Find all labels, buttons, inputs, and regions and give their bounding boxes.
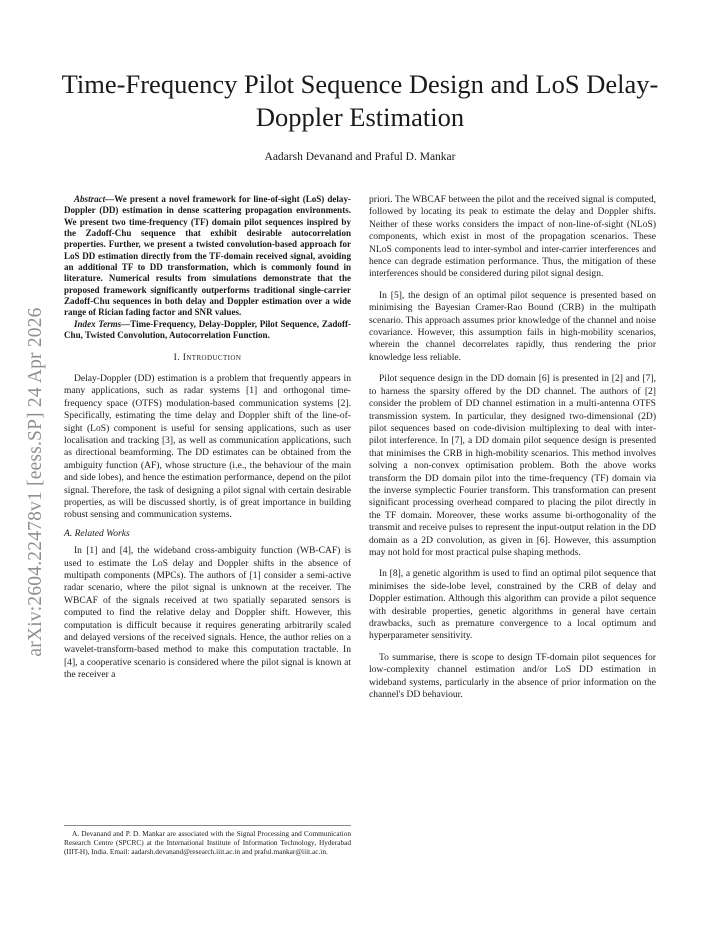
- right-paragraph-4: In [8], a genetic algorithm is used to find an optimal pilot sequence that minimises the side-lobe level, constrained by the CRB of delay and Doppler estimation. Although this algorithm can provide a pilot sequence with desirable properties, genetic algorithms in general have certain drawbacks, such as premature convergence to a local optimum and hyperparameter sensitivity.: [369, 568, 656, 642]
- section-heading-introduction: I. Introduction: [173, 353, 242, 364]
- arxiv-identifier-stamp: arXiv:2604.22478v1 [eess.SP] 24 Apr 2026: [25, 307, 46, 657]
- index-terms-text: Time-Frequency, Delay-Doppler, Pilot Sequence, Zadoff-Chu, Twisted Convolution, Autocorrelation Function.: [64, 318, 351, 341]
- paper-title: Time-Frequency Pilot Sequence Design and LoS Delay-Doppler Estimation: [61, 69, 659, 132]
- related-works-paragraph: In [1] and [4], the wideband cross-ambiguity function (WB-CAF) is used to estimate the LoS delay and Doppler shifts in the absence of multipath components (MPCs). The authors of [1] consider a semi-active radar scenario, where the pilot signal is unknown at the receiver. The WBCAF of the signals received at two spatially separated sensors is computed to find the relative delay and Doppler shift. However, this computation is difficult because it requires generating arbitrarily scaled and delayed versions of the received signals. Hence, the author relies on a wavelet-transform-based method to make this computation tractable. In [4], a cooperative scenario is considered where the pilot signal is known at the receiver a: [64, 545, 351, 681]
- right-column: [369, 194, 656, 701]
- right-paragraph-5: To summarise, there is scope to design TF-domain pilot sequences for low-complexity channel estimation and/or LoS DD estimation in wideband systems, particularly in the absence of prior information on the channel's DD behaviour.: [369, 651, 656, 701]
- index-terms-lead: Index Terms—: [74, 318, 131, 329]
- intro-paragraph: Delay-Doppler (DD) estimation is a problem that frequently appears in many applications, such as radar systems [1] and orthogonal time-frequency space (OTFS) modulation-based communication systems [2]. Specifically, estimating the time delay and Doppler shift of the line-of-sight (LoS) component is useful for sensing applications, such as user localisation and tracking [3], as well as communication applications, such as directional beamforming. The DD estimates can be obtained from the ambiguity function (AF), whose structure (i.e., the behaviour of the main and side lobes), and hence the estimation performance, depend on the pilot signal. Therefore, the task of designing a pilot signal with certain desirable properties, as will be discussed shortly, is of great importance in building robust sensing and communication systems.: [64, 372, 351, 521]
- author-list: Aadarsh Devanand and Praful D. Mankar: [264, 151, 456, 163]
- right-paragraph-2: In [5], the design of an optimal pilot sequence is presented based on minimising the Bayesian Cramer-Rao Bound (CRB) in the multipath scenario. This approach assumes prior knowledge of the channel and noise covariance. However, this assumption fails in high-mobility scenarios, wherein the channel decorrelates rapidly, thus rendering the prior knowledge less reliable.: [369, 289, 656, 363]
- abstract: [64, 194, 351, 319]
- subsection-heading-related-works: A. Related Works: [64, 527, 130, 539]
- right-paragraph-3: Pilot sequence design in the DD domain [6] is presented in [2] and [7], to harness the sparsity offered by the DD channel. The authors of [2] consider the problem of DD channel estimation in a multi-antenna OTFS transmission system. In particular, they designed two-dimensional (2D) pilot sequences based on code-division multiplexing to deal with inter-pilot interference. In [7], a DD domain pilot sequence design is presented that minimises the CRB in high-mobility scenarios. This method involves solving a non-convex optimisation problem. Both the above works transform the DD domain pilot into the time-frequency (TF) domain via the inverse symplectic Fourier transform. This transformation can present significant processing overhead compared to placing the pilot directly in the TF domain. Moreover, these works assume bi-orthogonality of the transmit and receive pulses to represent the input-output relation in the DD domain as a 2D convolution, as given in [6]. However, this assumption may not hold for most practical pulse shaping methods.: [369, 373, 656, 558]
- author-affiliation-footnote: A. Devanand and P. D. Mankar are associated with the Signal Processing and Communication Research Centre (SPCRC) at the International Institute of Information Technology, Hyderabad (IIIT-H), India. Email: aadarsh.devanand@research.iiit.ac.in and praful.mankar@iiit.ac.in.: [64, 825, 351, 857]
- right-paragraph-1: priori. The WBCAF between the pilot and the received signal is computed, followed by locating its peak to estimate the delay and Doppler shifts. Neither of these works considers the impact of non-line-of-sight (NLoS) components, which exist in most of the propagation scenarios. These NLoS components lead to inter-symbol and inter-carrier interferences and hence can degrade estimation performance. Thus, the mitigation of these interferences should be considered during pilot signal design.: [369, 194, 656, 280]
- abstract-text: We present a novel framework for line-of-sight (LoS) delay-Doppler (DD) estimation in dense scattering propagation environments. We present two time-frequency (TF) domain pilot sequences inspired by the Zadoff-Chu sequence that exhibit desirable autocorrelation properties. Further, we present a twisted convolution-based approach for LoS DD estimation directly from the TF-domain received signal, avoiding an additional TF to DD transformation, which is commonly found in literature. Numerical results from simulations demonstrate that the proposed framework significantly outperforms traditional single-carrier Zadoff-Chu sequences in both delay and Doppler estimation over a wide range of Rician fading factor and SNR values.: [64, 194, 351, 318]
- abstract-lead: Abstract—: [74, 194, 115, 204]
- left-column: [64, 194, 351, 682]
- index-terms: [64, 319, 351, 342]
